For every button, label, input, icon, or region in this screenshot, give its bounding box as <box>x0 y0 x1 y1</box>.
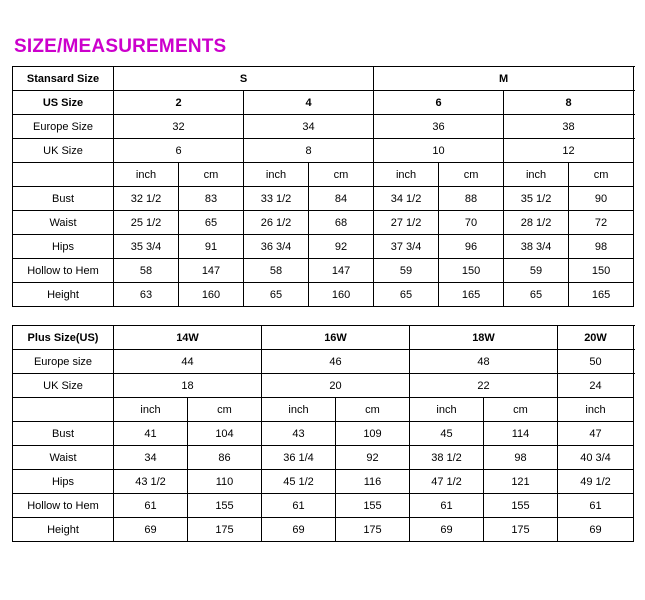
measurement-cell: 35 3/4 <box>114 235 179 259</box>
measurement-row <box>13 518 634 542</box>
measurement-cell: 69 <box>262 518 336 542</box>
measurement-cell: 92 <box>336 446 410 470</box>
table-cell: 34 <box>244 115 374 139</box>
measurement-row <box>13 259 634 283</box>
table-header-row <box>13 67 634 91</box>
measurement-cell: 121 <box>484 470 558 494</box>
measurement-cell: 38 3/4 <box>504 235 569 259</box>
measurement-cell: 70 <box>439 211 504 235</box>
measurement-label: Waist <box>13 446 114 470</box>
table-cell: 22 <box>410 374 558 398</box>
measurement-cell: 34 1/2 <box>374 187 439 211</box>
measurement-cell: 150 <box>569 259 634 283</box>
measurement-cell: 58 <box>244 259 309 283</box>
measurement-cell: 34 <box>114 446 188 470</box>
unit-cell: inch <box>244 163 309 187</box>
measurement-cell: 27 1/2 <box>374 211 439 235</box>
measurement-cell: 47 1/2 <box>410 470 484 494</box>
table-cell: 18 <box>114 374 262 398</box>
unit-cell: inch <box>558 398 634 422</box>
measurement-cell: 150 <box>439 259 504 283</box>
unit-row-label <box>13 163 114 187</box>
measurement-cell: 49 1/2 <box>558 470 634 494</box>
measurement-label: Bust <box>13 187 114 211</box>
measurement-label: Height <box>13 518 114 542</box>
measurement-label: Bust <box>13 422 114 446</box>
unit-row-label <box>13 398 114 422</box>
measurement-cell: 36 1/4 <box>262 446 336 470</box>
measurement-cell: 175 <box>188 518 262 542</box>
measurement-cell: 98 <box>569 235 634 259</box>
measurement-row <box>13 494 634 518</box>
unit-cell: inch <box>374 163 439 187</box>
measurement-cell: 41 <box>114 422 188 446</box>
size-group-header: M <box>374 67 634 91</box>
measurement-cell: 155 <box>484 494 558 518</box>
unit-cell: inch <box>114 398 188 422</box>
standard-size-table <box>12 66 634 307</box>
measurement-cell: 63 <box>114 283 179 307</box>
size-group-header: 20W <box>558 326 634 350</box>
table-cell: 48 <box>410 350 558 374</box>
table-header-row <box>13 326 634 350</box>
measurement-cell: 58 <box>114 259 179 283</box>
table-row <box>13 374 634 398</box>
measurement-cell: 61 <box>262 494 336 518</box>
unit-cell: cm <box>179 163 244 187</box>
size-group-header: 18W <box>410 326 558 350</box>
measurement-cell: 61 <box>558 494 634 518</box>
measurement-cell: 160 <box>179 283 244 307</box>
table-row <box>13 350 634 374</box>
measurement-row <box>13 211 634 235</box>
measurement-label: Hips <box>13 470 114 494</box>
size-group-header: 16W <box>262 326 410 350</box>
measurement-cell: 38 1/2 <box>410 446 484 470</box>
table-row <box>13 115 634 139</box>
measurement-cell: 25 1/2 <box>114 211 179 235</box>
measurement-label: Waist <box>13 211 114 235</box>
table-cell: 8 <box>244 139 374 163</box>
plus-size-table <box>12 325 634 542</box>
measurement-cell: 45 1/2 <box>262 470 336 494</box>
measurement-cell: 32 1/2 <box>114 187 179 211</box>
table-corner-label: Plus Size(US) <box>13 326 114 350</box>
measurement-cell: 92 <box>309 235 374 259</box>
row-label: UK Size <box>13 139 114 163</box>
table-corner-label: Stansard Size <box>13 67 114 91</box>
table-cell: 36 <box>374 115 504 139</box>
unit-cell: cm <box>336 398 410 422</box>
measurement-cell: 40 3/4 <box>558 446 634 470</box>
measurement-label: Height <box>13 283 114 307</box>
table-cell: 6 <box>374 91 504 115</box>
measurement-cell: 175 <box>336 518 410 542</box>
measurement-cell: 65 <box>244 283 309 307</box>
measurement-cell: 147 <box>179 259 244 283</box>
measurement-row <box>13 422 634 446</box>
measurement-label: Hips <box>13 235 114 259</box>
measurement-cell: 65 <box>179 211 244 235</box>
measurement-cell: 59 <box>374 259 439 283</box>
measurement-cell: 160 <box>309 283 374 307</box>
measurement-cell: 28 1/2 <box>504 211 569 235</box>
table-cell: 44 <box>114 350 262 374</box>
table-cell: 20 <box>262 374 410 398</box>
table-cell: 32 <box>114 115 244 139</box>
row-label: US Size <box>13 91 114 115</box>
measurement-cell: 98 <box>484 446 558 470</box>
table-cell: 24 <box>558 374 634 398</box>
unit-cell: cm <box>439 163 504 187</box>
unit-row <box>13 398 634 422</box>
measurement-cell: 175 <box>484 518 558 542</box>
measurement-cell: 69 <box>558 518 634 542</box>
measurement-label: Hollow to Hem <box>13 259 114 283</box>
measurement-cell: 26 1/2 <box>244 211 309 235</box>
table-separator <box>12 307 633 325</box>
measurement-row <box>13 187 634 211</box>
unit-cell: inch <box>114 163 179 187</box>
measurement-cell: 69 <box>410 518 484 542</box>
row-label: Europe Size <box>13 115 114 139</box>
measurement-cell: 86 <box>188 446 262 470</box>
measurement-row <box>13 470 634 494</box>
measurement-cell: 43 <box>262 422 336 446</box>
measurement-row <box>13 446 634 470</box>
row-label: UK Size <box>13 374 114 398</box>
table-cell: 38 <box>504 115 634 139</box>
table-cell: 2 <box>114 91 244 115</box>
unit-cell: inch <box>504 163 569 187</box>
measurement-cell: 72 <box>569 211 634 235</box>
measurement-cell: 37 3/4 <box>374 235 439 259</box>
measurement-cell: 110 <box>188 470 262 494</box>
measurement-cell: 59 <box>504 259 569 283</box>
measurement-cell: 90 <box>569 187 634 211</box>
measurement-cell: 116 <box>336 470 410 494</box>
unit-cell: inch <box>410 398 484 422</box>
table-row <box>13 139 634 163</box>
table-cell: 8 <box>504 91 634 115</box>
table-cell: 12 <box>504 139 634 163</box>
unit-cell: inch <box>262 398 336 422</box>
measurement-cell: 114 <box>484 422 558 446</box>
measurement-cell: 104 <box>188 422 262 446</box>
measurement-cell: 96 <box>439 235 504 259</box>
measurement-cell: 47 <box>558 422 634 446</box>
table-row <box>13 91 634 115</box>
measurement-cell: 61 <box>410 494 484 518</box>
measurement-cell: 69 <box>114 518 188 542</box>
measurement-label: Hollow to Hem <box>13 494 114 518</box>
measurement-row <box>13 283 634 307</box>
measurement-cell: 165 <box>439 283 504 307</box>
measurement-cell: 36 3/4 <box>244 235 309 259</box>
row-label: Europe size <box>13 350 114 374</box>
measurement-row <box>13 235 634 259</box>
unit-row <box>13 163 634 187</box>
measurement-cell: 155 <box>336 494 410 518</box>
table-cell: 6 <box>114 139 244 163</box>
measurement-cell: 65 <box>374 283 439 307</box>
measurement-cell: 91 <box>179 235 244 259</box>
measurement-cell: 147 <box>309 259 374 283</box>
table-cell: 50 <box>558 350 634 374</box>
measurement-cell: 43 1/2 <box>114 470 188 494</box>
unit-cell: cm <box>188 398 262 422</box>
measurement-cell: 165 <box>569 283 634 307</box>
unit-cell: cm <box>569 163 634 187</box>
measurement-cell: 109 <box>336 422 410 446</box>
table-cell: 10 <box>374 139 504 163</box>
table-cell: 4 <box>244 91 374 115</box>
measurement-cell: 33 1/2 <box>244 187 309 211</box>
measurement-cell: 83 <box>179 187 244 211</box>
size-group-header: 14W <box>114 326 262 350</box>
measurement-cell: 35 1/2 <box>504 187 569 211</box>
measurement-cell: 88 <box>439 187 504 211</box>
unit-cell: cm <box>484 398 558 422</box>
size-group-header: S <box>114 67 374 91</box>
measurement-cell: 65 <box>504 283 569 307</box>
measurement-cell: 155 <box>188 494 262 518</box>
measurement-cell: 68 <box>309 211 374 235</box>
table-cell: 46 <box>262 350 410 374</box>
measurement-cell: 61 <box>114 494 188 518</box>
measurement-cell: 84 <box>309 187 374 211</box>
unit-cell: cm <box>309 163 374 187</box>
measurement-cell: 45 <box>410 422 484 446</box>
page-title: SIZE/MEASUREMENTS <box>14 36 227 57</box>
